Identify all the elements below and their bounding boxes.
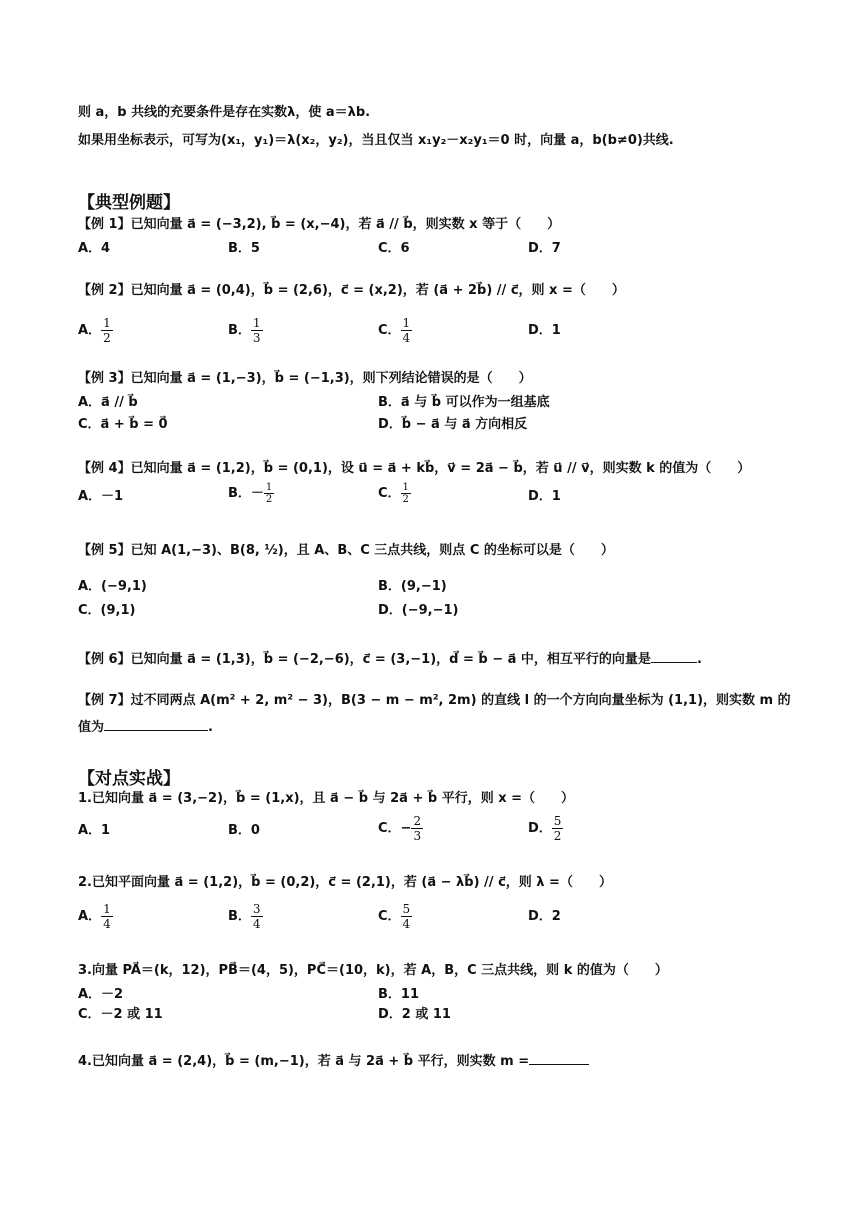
fraction: $\frac{1}{4}$ [402, 316, 411, 345]
option-d: D．7 [528, 241, 561, 256]
option-c: C． $\frac{1}{2}$ [378, 482, 409, 505]
option-c: C．(9,1) [78, 603, 136, 618]
intro-line-2: 如果用坐标表示，可写为(x₁，y₁)＝λ(x₂，y₂)，当且仅当 x₁y₂－x₂y₁＝0 时，向量 a，b(b≠0)共线. [78, 133, 674, 148]
practice-label: 4. [78, 1054, 92, 1069]
example-label: 【例 2】 [78, 283, 131, 298]
option-a: A． $\frac{1}{4}$ [78, 902, 111, 931]
practice-3-question [78, 962, 668, 980]
fraction: $\frac{5}{4}$ [402, 902, 411, 931]
option-d: D．1 [528, 323, 561, 338]
option-d: D． $\frac{5}{2}$ [528, 814, 562, 843]
example-label: 【例 6】 [78, 652, 131, 667]
practice-4-question [78, 1050, 589, 1071]
practice-label: 3. [78, 963, 92, 978]
example-text: 已知向量 a⃗ = (1,2)，b⃗ = (0,1)，设 u⃗ = a⃗ + kb⃗，v⃗ = 2a⃗ − b⃗，若 u⃗ // v⃗，则实数 k 的值为（ ） [130, 461, 751, 476]
fraction: $\frac{3}{4}$ [252, 902, 261, 931]
example-5-question [78, 542, 614, 560]
fraction: $\frac{2}{3}$ [413, 814, 422, 843]
option-c: C． $\frac{1}{4}$ [378, 316, 411, 345]
example-label: 【例 4】 [78, 461, 131, 476]
fraction: $\frac{5}{2}$ [553, 814, 562, 843]
example-text: 已知向量 a⃗ = (−3,2), b⃗ = (x,−4)，若 a⃗ // b⃗，则实数 x 等于（ ） [130, 217, 561, 232]
example-text: 过不同两点 A(m² + 2, m² − 3)，B(3 − m − m², 2m) 的直线 l 的一个方向向量坐标为 (1,1)，则实数 m 的 [130, 693, 791, 708]
example-label: 【例 5】 [78, 543, 131, 558]
option-a: A． $\frac{1}{2}$ [78, 316, 111, 345]
option-b: B．11 [378, 987, 419, 1002]
example-label: 【例 3】 [78, 371, 131, 386]
option-d: D．1 [528, 489, 561, 504]
example-7-question-cont: 值为 . [78, 716, 213, 737]
option-b: B．a⃗ 与 b⃗ 可以作为一组基底 [378, 395, 550, 410]
option-c: C．6 [378, 241, 410, 256]
practice-text: 已知平面向量 a⃗ = (1,2)，b⃗ = (0,2)，c⃗ = (2,1)，若 (a⃗ − λb⃗) // c⃗，则 λ =（ ） [91, 875, 612, 890]
practice-text: 已知向量 a⃗ = (3,−2)，b⃗ = (1,x)，且 a⃗ − b⃗ 与 2a⃗ + b⃗ 平行，则 x =（ ） [91, 791, 575, 806]
example-6-question: 【例 6】已知向量 a⃗ = (1,3)，b⃗ = (−2,−6)，c⃗ = (3,−1)，d⃗ = b⃗ − a⃗ 中，相互平行的向量是 . [78, 648, 702, 669]
option-d: D．2 或 11 [378, 1007, 451, 1022]
example-label: 【例 1】 [78, 217, 131, 232]
example-1-question [78, 216, 560, 234]
option-b: B．－ $\frac{1}{2}$ [228, 482, 273, 505]
option-c: C． $\frac{5}{4}$ [378, 902, 411, 931]
practice-label: 2. [78, 875, 92, 890]
example-text: 已知 A(1,−3)、B(8, ½)，且 A、B、C 三点共线，则点 C 的坐标可以是（ ） [130, 543, 614, 558]
example-label: 【例 7】 [78, 693, 131, 708]
example-3-question [78, 370, 532, 388]
option-a: A．－1 [78, 489, 124, 504]
option-b: B． $\frac{3}{4}$ [228, 902, 261, 931]
option-d: D．(−9,−1) [378, 603, 459, 618]
example-7-question [78, 692, 791, 710]
option-a: A．4 [78, 241, 111, 256]
fraction: $\frac{1}{2}$ [103, 316, 111, 345]
practice-1-question [78, 790, 574, 808]
option-b: B．5 [228, 241, 260, 256]
example-text: 已知向量 a⃗ = (0,4)，b⃗ = (2,6)，c⃗ = (x,2)，若 (a⃗ + 2b⃗) // c⃗，则 x =（ ） [130, 283, 625, 298]
practice-text: 向量 PA⃗＝(k，12)，PB⃗＝(4，5)，PC⃗＝(10，k)，若 A，B，C 三点共线，则 k 的值为（ ） [91, 963, 668, 978]
option-c: C．− $\frac{2}{3}$ [378, 814, 422, 843]
fraction: $\frac{1}{4}$ [103, 902, 111, 931]
practice-text: 已知向量 a⃗ = (2,4)，b⃗ = (m,−1)，若 a⃗ 与 2a⃗ + b⃗ 平行，则实数 m = [91, 1054, 530, 1069]
option-a: A．1 [78, 823, 111, 838]
practice-2-question [78, 874, 612, 892]
fraction: $\frac{1}{3}$ [252, 316, 261, 345]
example-4-question [78, 460, 750, 478]
answer-blank[interactable] [104, 716, 208, 731]
option-b: B． $\frac{1}{3}$ [228, 316, 261, 345]
example-text: 已知向量 a⃗ = (1,3)，b⃗ = (−2,−6)，c⃗ = (3,−1)，d⃗ = b⃗ − a⃗ 中，相互平行的向量是 [130, 652, 651, 667]
answer-blank[interactable] [651, 648, 697, 663]
fraction: $\frac{1}{2}$ [402, 482, 409, 505]
option-d: D．b⃗ − a⃗ 与 a⃗ 方向相反 [378, 417, 528, 432]
option-b: B．(9,−1) [378, 579, 447, 594]
option-b: B．0 [228, 823, 260, 838]
example-text: 已知向量 a⃗ = (1,−3)，b⃗ = (−1,3)，则下列结论错误的是（ ） [130, 371, 532, 386]
section-title-examples: 【典型例题】 [78, 193, 180, 213]
answer-blank[interactable] [529, 1050, 589, 1065]
fraction: $\frac{1}{2}$ [265, 482, 273, 505]
option-c: C．－2 或 11 [78, 1007, 163, 1022]
section-title-practice: 【对点实战】 [78, 769, 180, 789]
option-c: C．a⃗ + b⃗ = 0⃗ [78, 417, 168, 432]
option-a: A．a⃗ // b⃗ [78, 395, 138, 410]
option-d: D．2 [528, 909, 561, 924]
example-2-question [78, 282, 625, 300]
option-a: A．(−9,1) [78, 579, 147, 594]
intro-line-1: 则 a，b 共线的充要条件是存在实数λ，使 a＝λb. [78, 105, 371, 120]
practice-label: 1. [78, 791, 92, 806]
option-a: A．－2 [78, 987, 124, 1002]
